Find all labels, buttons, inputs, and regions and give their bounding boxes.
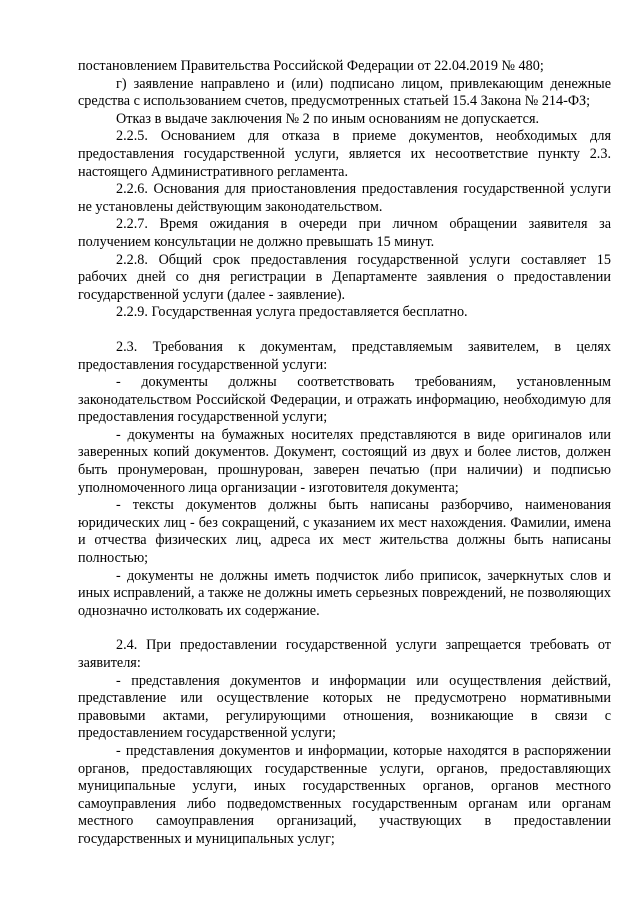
- paragraph-2-2-5: 2.2.5. Основанием для отказа в приеме документов, необходимых для предоставления государственной услуги, является их несоответствие пункту 2.3. настоящего Административного регламента.: [78, 128, 611, 180]
- list-item-legible-text: - тексты документов должны быть написаны разборчиво, наименования юридических лиц - без сокращений, с указанием их мест нахождения. Фамилии, имена и отчества физических лиц, адреса их мест жительства должны быть написаны полностью;: [78, 497, 611, 567]
- paragraph-2-3: 2.3. Требования к документам, представляемым заявителем, в целях предоставления государственной услуги:: [78, 338, 611, 373]
- paragraph-2-2-6: 2.2.6. Основания для приостановления предоставления государственной услуги не установлены действующим законодательством.: [78, 181, 611, 215]
- list-item-no-corrections: - документы не должны иметь подчисток либо приписок, зачеркнутых слов и иных исправлений, а также не должны иметь серьезных повреждений, не позволяющих однозначно истолковать их содержание.: [78, 567, 611, 619]
- paragraph-refusal-note: Отказ в выдаче заключения № 2 по иным основаниям не допускается.: [116, 110, 540, 127]
- section-gap: [78, 620, 611, 637]
- list-item-no-extra-docs: - представления документов и информации или осуществления действий, представление или осуществление которых не предусмотрено нормативными правовыми актами, регулирующими отношения, возникающие в связи с предоставлением государственной услуги;: [78, 672, 611, 742]
- paragraph-2-2-9: 2.2.9. Государственная услуга предоставляется бесплатно.: [116, 304, 468, 321]
- paragraph-resolution-ref: постановлением Правительства Российской Федерации от 22.04.2019 № 480;: [78, 58, 544, 74]
- list-item-paper-docs: - документы на бумажных носителях представляются в виде оригиналов или заверенных копий документов. Документ, состоящий из двух и более листов, должен быть пронумерован, прошнурован, заверен печатью (при наличии) и подписью уполномоченного лица организации - изготовителя документа;: [78, 426, 611, 496]
- paragraph-2-2-8: 2.2.8. Общий срок предоставления государственной услуги составляет 15 рабочих дней со дня регистрации в Департаменте заявления о предоставлении государственной услуги (далее - заявление).: [78, 251, 611, 303]
- section-gap: [78, 322, 611, 339]
- list-item-docs-compliance: - документы должны соответствовать требованиям, установленным законодательством Российской Федерации, и отражать информацию, необходимую для предоставления государственной услуги;: [78, 374, 611, 426]
- paragraph-2-4: 2.4. При предоставлении государственной услуги запрещается требовать от заявителя:: [78, 637, 611, 671]
- paragraph-2-2-7: 2.2.7. Время ожидания в очереди при личном обращении заявителя за получением консультации не должно превышать 15 минут.: [78, 216, 611, 250]
- list-item-no-held-docs: - представления документов и информации, которые находятся в распоряжении органов, предоставляющих государственные услуги, органов, предоставляющих муниципальные услуги, иных государственных органов, органов местного самоуправления либо подведомственных государственным органам или органам местного самоуправления организаций, участвующих в предоставлении государственных и муниципальных услуг;: [78, 742, 611, 847]
- document-page: [78, 58, 611, 849]
- paragraph-item-g: г) заявление направлено и (или) подписано лицом, привлекающим денежные средства с использованием счетов, предусмотренных статьей 15.4 Закона № 214-ФЗ;: [78, 75, 611, 110]
